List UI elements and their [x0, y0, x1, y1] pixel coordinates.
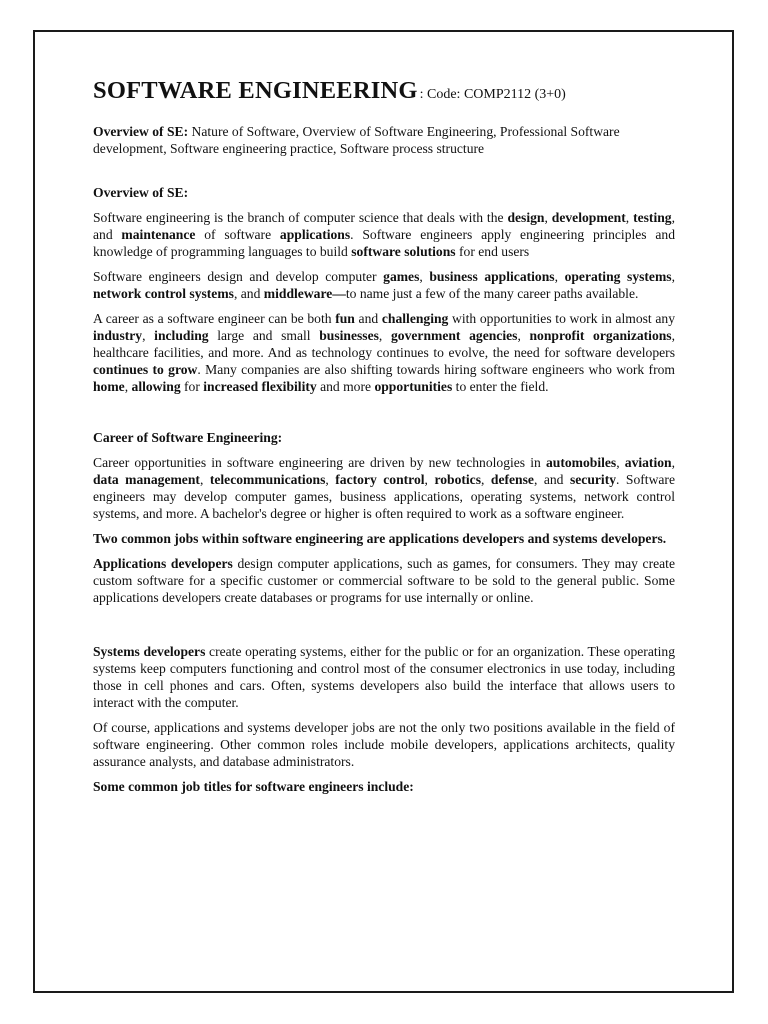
bold-term: middleware— [263, 286, 346, 301]
bold-term: home [93, 379, 125, 394]
text-run: . Software engineers apply engineering principles and knowledge of programming languages to build [93, 227, 676, 259]
text-run: to name just a few of the many career paths available. [345, 286, 639, 301]
document-title: SOFTWARE ENGINEERING [93, 77, 418, 104]
bold-term: operating systems [564, 269, 672, 284]
bold-term: fun [335, 311, 355, 326]
bold-term: including [154, 328, 209, 343]
bold-term: robotics [434, 472, 482, 487]
bold-term: security [569, 472, 617, 487]
text-run: , [481, 472, 491, 487]
bold-term: applications [279, 227, 351, 242]
bold-term: continues to grow [93, 362, 198, 377]
bold-term: nonprofit organizations [529, 328, 672, 343]
overview-heading: Overview of SE: [93, 185, 189, 200]
bold-term: defense [490, 472, 534, 487]
overview-paragraph-1 [93, 209, 675, 260]
text-run: for [180, 379, 204, 394]
text-run: , [124, 379, 132, 394]
overview-paragraph-2 [93, 268, 675, 302]
career-paragraph-1 [93, 454, 675, 522]
bold-term: data management [93, 472, 200, 487]
text-run: Software engineering is the branch of computer science that deals with the [93, 210, 508, 225]
bold-term: Applications developers [93, 556, 233, 571]
two-common-jobs-text: Two common jobs within software engineering are applications developers and systems developers. [93, 531, 667, 546]
text-run: create operating systems, either for the public or for an organization. These operating systems keep computers functioning and control most of the consumer electronics in use today, including those in cell phones and cars. Often, systems developers also build the interface that allows users to interact with the computer. [93, 644, 675, 710]
text-run: , healthcare facilities, and more. And as technology continues to evolve, the need for software developers [93, 328, 676, 360]
text-run: design computer applications, such as games, for consumers. They may create custom software for a specific customer or commercial software to be sold to the general public. Some applications developers create databases or programs for use internally or online. [93, 556, 675, 605]
bold-term: design [507, 210, 545, 225]
text-run: with opportunities to work in almost any [448, 311, 675, 326]
text-run: , [419, 269, 430, 284]
text-run: to enter the field. [452, 379, 549, 394]
text-run: . Software engineers may develop computer games, business applications, operating systems, network control systems, and more. A bachelor's degree or higher is often required to work as a software engineer. [93, 472, 675, 521]
job-titles-heading-text: Some common job titles for software engineers include: [93, 779, 414, 794]
document-header [93, 77, 675, 104]
bold-term: challenging [381, 311, 449, 326]
overview-paragraph-3 [93, 310, 675, 395]
bold-term: network control systems [93, 286, 234, 301]
text-run: for end users [455, 244, 530, 259]
text-run: large and small [208, 328, 320, 343]
bold-term: games [383, 269, 420, 284]
text-run: . Many companies are also shifting towards hiring software engineers who work from [197, 362, 675, 377]
text-run: and [354, 311, 382, 326]
document-body [93, 77, 676, 803]
bold-term: allowing [131, 379, 181, 394]
applications-developers-paragraph [93, 555, 675, 606]
text-run: , [199, 472, 210, 487]
text-run: of software [195, 227, 280, 242]
course-code: : Code: COMP2112 (3+0) [419, 87, 566, 102]
bold-term: business applications [429, 269, 555, 284]
overview-intro-label: Overview of SE: [93, 124, 189, 139]
overview-intro [93, 123, 675, 157]
bold-term: automobiles [545, 455, 617, 470]
text-run: , [378, 328, 391, 343]
two-common-jobs [93, 530, 675, 547]
bold-term: telecommunications [209, 472, 326, 487]
text-run: A career as a software engineer can be both [93, 311, 336, 326]
job-titles-heading [93, 778, 675, 795]
bold-term: factory control [335, 472, 425, 487]
text-run: , [325, 472, 336, 487]
text-run: Software engineers design and develop computer [93, 269, 384, 284]
text-run: , and [233, 286, 264, 301]
bold-term: testing [633, 210, 672, 225]
bold-term: businesses [319, 328, 379, 343]
bold-term: aviation [624, 455, 672, 470]
text-run: , [671, 269, 675, 284]
bold-term: development [551, 210, 626, 225]
text-run: , [554, 269, 565, 284]
text-run: Career opportunities in software engineering are driven by new technologies in [93, 455, 546, 470]
systems-developers-paragraph [93, 643, 675, 711]
text-run: , [424, 472, 435, 487]
text-run: , [625, 210, 634, 225]
bold-term: government agencies [390, 328, 518, 343]
text-run: , [544, 210, 552, 225]
bold-term: Systems developers [93, 644, 206, 659]
bold-term: industry [93, 328, 143, 343]
text-run: , and [533, 472, 570, 487]
text-run: , [616, 455, 625, 470]
text-run: , and [93, 210, 675, 242]
text-run: , [517, 328, 530, 343]
bold-term: software solutions [351, 244, 456, 259]
bold-term: opportunities [374, 379, 453, 394]
text-run: , [671, 455, 675, 470]
career-heading: Career of Software Engineering: [93, 430, 283, 445]
bold-term: increased flexibility [203, 379, 317, 394]
bold-term: maintenance [121, 227, 196, 242]
text-run: and more [316, 379, 375, 394]
overview-intro-text: Nature of Software, Overview of Software Engineering, Professional Software development, Software engineering practice, Software process structure [93, 124, 620, 156]
text-run: , [142, 328, 155, 343]
other-roles-paragraph: Of course, applications and systems developer jobs are not the only two positions available in the field of software engineering. Other common roles include mobile developers, applications architects, quality assurance analysts, and database administrators. [93, 720, 675, 769]
